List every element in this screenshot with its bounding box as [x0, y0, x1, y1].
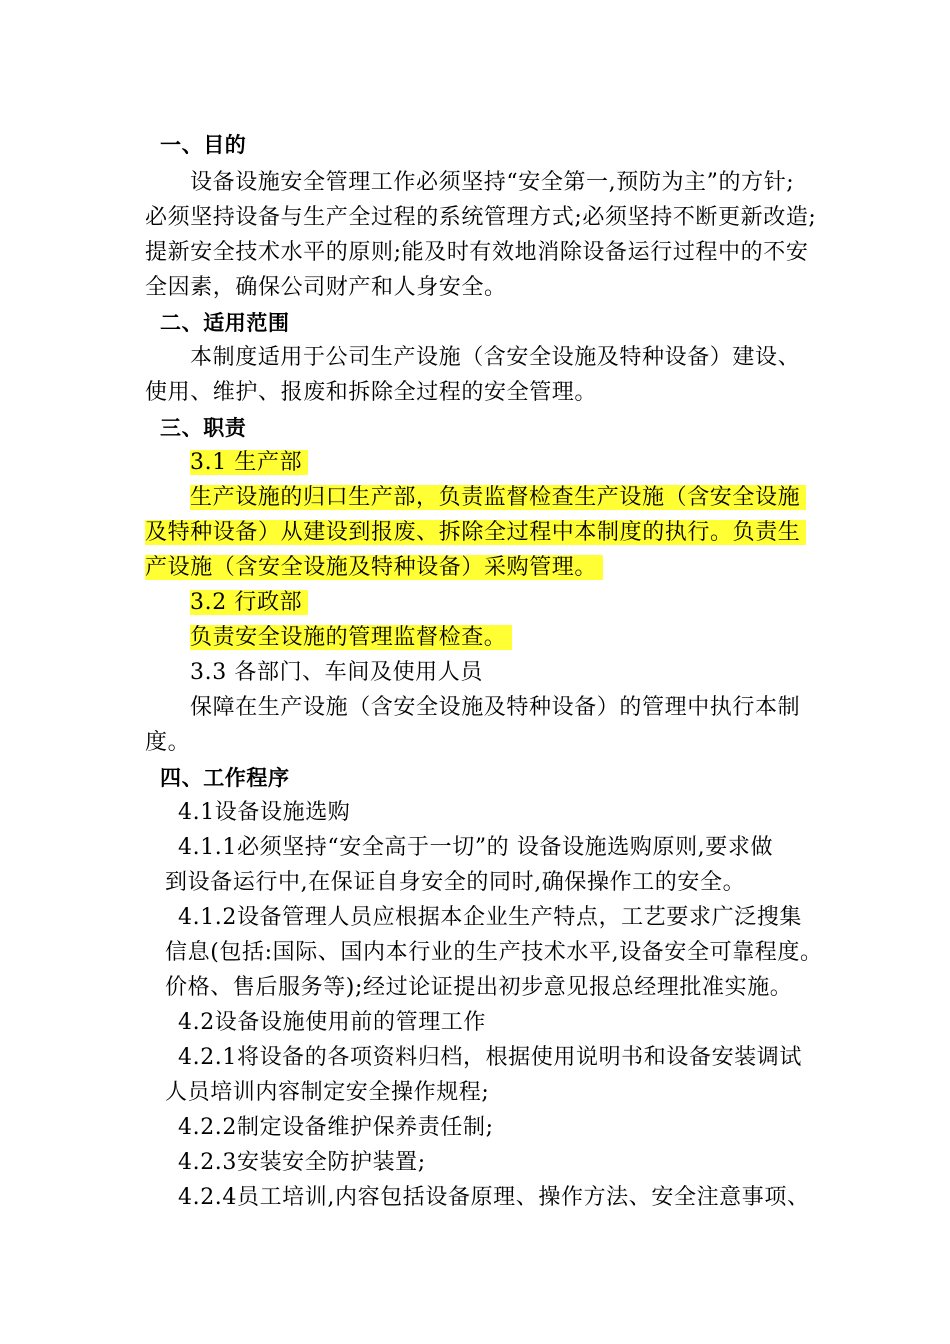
text-line — [0, 1113, 950, 1143]
text-line — [0, 903, 950, 933]
line-text: 信息(包括:国际、国内本行业的生产技术水平,设备安全可靠程度。 — [165, 940, 823, 965]
line-text: 3.3 各部门、车间及使用人员 — [190, 660, 483, 685]
text-line — [0, 203, 950, 233]
section-heading — [0, 413, 950, 443]
line-text: 使用、维护、报废和拆除全过程的安全管理。 — [145, 380, 598, 405]
line-text: 4.2.2制定设备维护保养责任制; — [178, 1115, 494, 1140]
line-text: 二、适用范围 — [160, 311, 290, 335]
text-line — [0, 168, 950, 198]
line-text: 4.1.2设备管理人员应根据本企业生产特点，工艺要求广泛搜集 — [178, 905, 802, 930]
line-text: 四、工作程序 — [160, 766, 290, 790]
text-line — [0, 273, 950, 303]
text-line — [0, 798, 950, 828]
text-line — [0, 658, 950, 688]
section-heading — [0, 308, 950, 338]
text-line — [0, 1043, 950, 1073]
line-text: 保障在生产设施（含安全设施及特种设备）的管理中执行本制 — [190, 695, 801, 720]
highlighted-text: 3.2 行政部 — [190, 590, 308, 615]
line-text: 4.2.4员工培训,内容包括设备原理、操作方法、安全注意事项、 — [178, 1185, 810, 1210]
line-text: 4.2.1将设备的各项资料归档，根据使用说明书和设备安装调试 — [178, 1045, 802, 1070]
text-line — [0, 693, 950, 723]
text-line — [0, 553, 950, 583]
text-line — [0, 833, 950, 863]
text-line — [0, 1078, 950, 1108]
line-text: 提新安全技术水平的原则;能及时有效地消除设备运行过程中的不安 — [145, 240, 809, 265]
highlighted-text: 及特种设备）从建设到报废、拆除全过程中本制度的执行。负责生 — [145, 520, 806, 545]
text-line — [0, 623, 950, 653]
text-line — [0, 1183, 950, 1213]
highlighted-text: 3.1 生产部 — [190, 450, 308, 475]
line-text: 三、职责 — [160, 416, 247, 440]
line-text: 价格、售后服务等);经过论证提出初步意见报总经理批准实施。 — [165, 975, 793, 1000]
text-line — [0, 1008, 950, 1038]
line-text: 4.1.1必须坚持“安全高于一切”的 设备设施选购原则,要求做 — [178, 835, 774, 860]
text-line — [0, 868, 950, 898]
section-heading — [0, 130, 950, 160]
highlighted-text: 负责安全设施的管理监督检查。 — [190, 625, 512, 650]
line-text: 全因素，确保公司财产和人身安全。 — [145, 275, 507, 300]
text-line — [0, 483, 950, 513]
highlighted-text: 产设施（含安全设施及特种设备）采购管理。 — [145, 555, 603, 580]
text-line — [0, 378, 950, 408]
text-line — [0, 728, 950, 758]
text-line — [0, 518, 950, 548]
text-line — [0, 343, 950, 373]
line-text: 必须坚持设备与生产全过程的系统管理方式;必须坚持不断更新改造; — [145, 205, 817, 230]
line-text: 设备设施安全管理工作必须坚持“安全第一,预防为主”的方针; — [190, 170, 795, 195]
line-text: 度。 — [145, 730, 191, 755]
section-heading — [0, 763, 950, 793]
line-text: 本制度适用于公司生产设施（含安全设施及特种设备）建设、 — [190, 345, 801, 370]
line-text: 一、目的 — [160, 133, 247, 157]
text-line — [0, 448, 950, 478]
line-text: 到设备运行中,在保证自身安全的同时,确保操作工的安全。 — [165, 870, 746, 895]
text-line — [0, 973, 950, 1003]
line-text: 4.2.3安装安全防护装置; — [178, 1150, 426, 1175]
text-line — [0, 588, 950, 618]
text-line — [0, 1148, 950, 1178]
line-text: 4.2设备设施使用前的管理工作 — [178, 1010, 486, 1035]
line-text: 人员培训内容制定安全操作规程; — [165, 1080, 490, 1105]
text-line — [0, 938, 950, 968]
highlighted-text: 生产设施的归口生产部，负责监督检查生产设施（含安全设施 — [190, 485, 806, 510]
text-line — [0, 238, 950, 268]
line-text: 4.1设备设施选购 — [178, 800, 351, 825]
